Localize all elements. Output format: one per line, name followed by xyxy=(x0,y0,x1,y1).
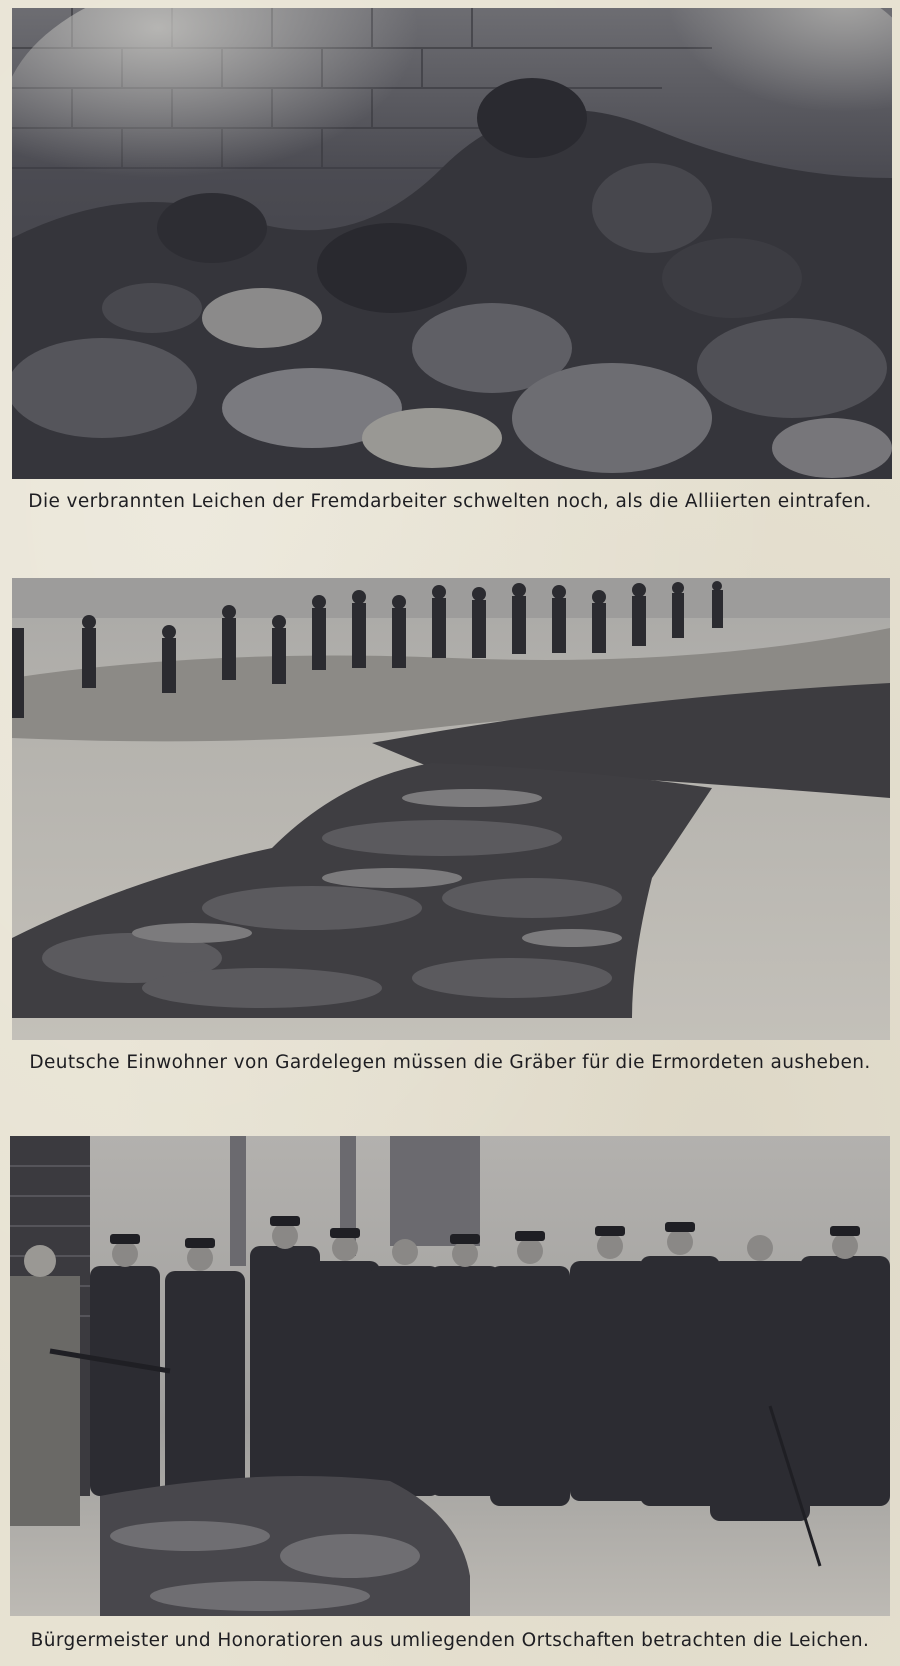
photo-grave-digging xyxy=(12,578,890,1040)
photo-burned-bodies xyxy=(12,8,892,479)
caption-photo-1: Die verbrannten Leichen der Fremdarbeiter schwelten noch, als die Alliierten eintrafen. xyxy=(28,491,872,512)
caption-photo-3: Bürgermeister und Honoratioren aus umliegenden Ortschaften betrachten die Leichen. xyxy=(30,1630,870,1651)
caption-photo-2: Deutsche Einwohner von Gardelegen müssen die Gräber für die Ermordeten ausheben. xyxy=(29,1052,871,1073)
photo-officials-viewing xyxy=(10,1136,890,1616)
